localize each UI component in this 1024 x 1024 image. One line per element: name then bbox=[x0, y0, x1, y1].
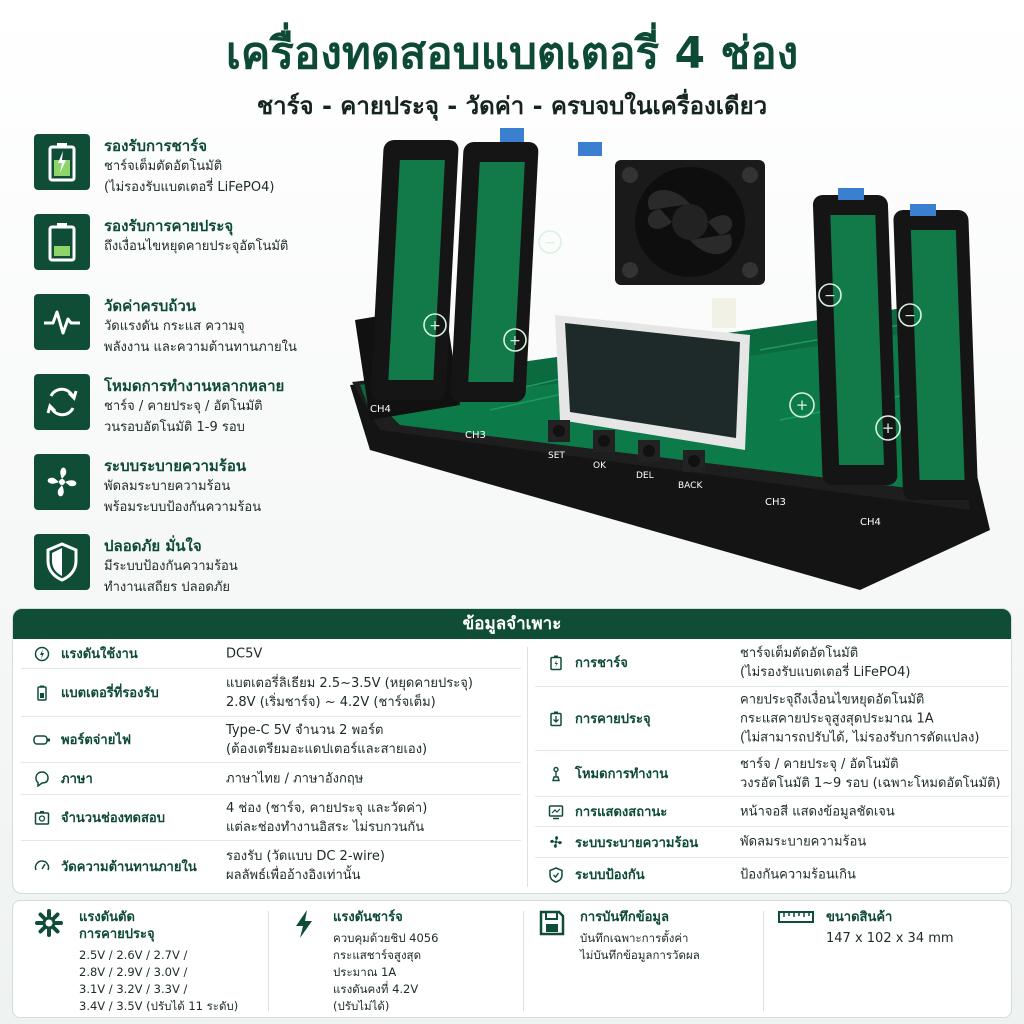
svg-text:+: + bbox=[795, 396, 809, 414]
battery-icon bbox=[31, 682, 53, 704]
shield-icon bbox=[545, 864, 567, 886]
spec-value: หน้าจอสี แสดงข้อมูลชัดเจน bbox=[740, 804, 895, 819]
spec-value: 4 ช่อง (ชาร์จ, คายประจุ และวัดค่า) แต่ละช่องทำงานอิสระ ไม่รบกวนกัน bbox=[226, 800, 428, 835]
bottom-divider bbox=[523, 911, 524, 1011]
feature-desc: ชาร์จเต็มตัดอัตโนมัติ (ไม่รองรับแบตเตอรี่ LiFePO4) bbox=[104, 159, 275, 195]
spec-row bbox=[21, 795, 521, 841]
bottom-text: ควบคุมด้วยชิป 4056 กระแสชาร์จสูงสุด ประมาณ 1A แรงดันคงที่ 4.2V (ปรับไม่ได้) bbox=[333, 931, 439, 1013]
specs-header: ข้อมูลจำเพาะ bbox=[13, 609, 1011, 639]
spec-row bbox=[535, 858, 1009, 891]
feature-cooling bbox=[34, 454, 334, 534]
spec-value: พัดลมระบายความร้อน bbox=[740, 834, 867, 850]
feature-discharge bbox=[34, 214, 334, 294]
spec-row bbox=[535, 687, 1009, 751]
spec-value: Type-C 5V จำนวน 2 พอร์ต (ต้องเตรียมอะแดปเตอร์และสายเอง) bbox=[226, 722, 428, 757]
pulse-icon bbox=[34, 294, 90, 350]
channel-label: CH4 bbox=[370, 404, 391, 415]
battery-tester-device bbox=[340, 120, 1000, 590]
spec-label: พอร์ตจ่ายไฟ bbox=[61, 733, 132, 748]
spec-value: คายประจุถึงเงื่อนไขหยุดอัตโนมัติ กระแสคายประจุสูงสุดประมาณ 1A (ไม่สามารถปรับได้, ไม่รองรับการตัดแปลง) bbox=[740, 692, 980, 745]
feature-title: ปลอดภัย มั่นใจ bbox=[104, 537, 202, 555]
feature-title: รองรับการชาร์จ bbox=[104, 137, 207, 155]
feature-charge bbox=[34, 134, 334, 214]
resistance-icon bbox=[31, 855, 53, 877]
svg-text:−: − bbox=[824, 288, 836, 304]
feature-safety bbox=[34, 534, 334, 614]
spec-label: จำนวนช่องทดสอบ bbox=[61, 811, 165, 826]
shield-icon bbox=[34, 534, 90, 590]
specs-divider bbox=[527, 647, 528, 887]
spec-value: ป้องกันความร้อนเกิน bbox=[740, 867, 856, 882]
spec-label: แรงดันใช้งาน bbox=[61, 647, 138, 662]
ruler-icon bbox=[778, 909, 818, 947]
spec-value: ชาร์จ / คายประจุ / อัตโนมัติ วงรอัตโนมัติ 1~9 รอบ (เฉพาะโหมดอัตโนมัติ) bbox=[740, 756, 1001, 791]
product-size-block bbox=[778, 909, 1003, 947]
specs-left bbox=[21, 639, 521, 891]
bottom-title: ขนาดสินค้า bbox=[826, 910, 893, 925]
page-title: เครื่องทดสอบแบตเตอรี่ 4 ช่อง bbox=[225, 28, 799, 79]
cooling-fan bbox=[615, 160, 765, 328]
charge-icon bbox=[545, 652, 567, 674]
feature-title: วัดค่าครบถ้วน bbox=[104, 297, 196, 315]
bottom-text: 2.5V / 2.6V / 2.7V / 2.8V / 2.9V / 3.0V / 3.1V / 3.2V / 3.3V / 3.4V / 3.5V (ปรับได้ 11 ระดับ) bbox=[79, 948, 239, 1013]
spec-value: ชาร์จเต็มตัดอัตโนมัติ (ไม่รองรับแบตเตอรี่ LiFePO4) bbox=[740, 645, 911, 680]
feature-desc: ชาร์จ / คายประจุ / อัตโนมัติ วนรอบอัตโนมัติ 1-9 รอบ bbox=[104, 399, 263, 435]
spec-value: แบตเตอรี่ลิเธียม 2.5~3.5V (หยุดคายประจุ) 2.8V (เริ่มชาร์จ) ~ 4.2V (ชาร์จเต็ม) bbox=[226, 675, 473, 710]
svg-text:−: − bbox=[904, 308, 916, 324]
spec-row bbox=[21, 669, 521, 717]
battery-discharge-icon bbox=[34, 214, 90, 270]
spec-value: DC5V bbox=[226, 646, 263, 661]
specs-panel bbox=[12, 608, 1012, 894]
spec-row bbox=[21, 841, 521, 891]
feature-list bbox=[34, 134, 334, 614]
spec-label: โหมดการทำงาน bbox=[575, 767, 669, 782]
spec-row bbox=[535, 797, 1009, 827]
specs-right bbox=[535, 639, 1009, 891]
page-subtitle: ชาร์จ - คายประจุ - วัดค่า - ครบจบในเครื่องเดียว bbox=[256, 92, 768, 120]
bottom-text: 147 x 102 x 34 mm bbox=[826, 931, 954, 946]
cycle-icon bbox=[34, 374, 90, 430]
charge-voltage-block bbox=[293, 909, 523, 1015]
svg-text:+: + bbox=[509, 333, 521, 349]
display-icon bbox=[545, 801, 567, 823]
bottom-specs bbox=[12, 900, 1012, 1018]
save-icon bbox=[538, 909, 570, 964]
spec-row bbox=[21, 717, 521, 763]
svg-text:−: − bbox=[544, 235, 556, 251]
feature-desc: วัดแรงดัน กระแส ความจุ พลังงาน และความต้านทานภายใน bbox=[104, 319, 297, 355]
bottom-text: บันทึกเฉพาะการตั้งค่า ไม่บันทึกข้อมูลการวัดผล bbox=[580, 931, 700, 962]
feature-desc: มีระบบป้องกันความร้อน ทำงานเสถียร ปลอดภัย bbox=[104, 559, 238, 595]
spec-label: การชาร์จ bbox=[575, 656, 628, 671]
svg-text:+: + bbox=[429, 318, 441, 334]
slots-icon bbox=[31, 807, 53, 829]
feature-modes bbox=[34, 374, 334, 454]
svg-text:+: + bbox=[881, 419, 895, 437]
feature-desc: ถึงเงื่อนไขหยุดคายประจุอัตโนมัติ bbox=[104, 239, 289, 254]
feature-title: โหมดการทำงานหลากหลาย bbox=[104, 377, 285, 395]
spec-label: ระบบป้องกัน bbox=[575, 868, 645, 883]
spec-label: ระบบระบายความร้อน bbox=[575, 835, 699, 851]
gear-icon bbox=[35, 909, 69, 1015]
spec-label: แบตเตอรี่ที่รองรับ bbox=[61, 686, 159, 701]
port-icon bbox=[31, 729, 53, 751]
spec-row bbox=[535, 827, 1009, 858]
spec-value: ภาษาไทย / ภาษาอังกฤษ bbox=[226, 771, 364, 786]
spec-label: วัดความต้านทานภายใน bbox=[61, 859, 197, 875]
mode-icon bbox=[545, 763, 567, 785]
bottom-title: แรงดันตัด การคายประจุ bbox=[79, 910, 155, 942]
language-icon bbox=[31, 768, 53, 790]
back-label: BACK bbox=[678, 481, 703, 491]
feature-measure bbox=[34, 294, 334, 374]
channel-label: CH4 bbox=[860, 517, 881, 528]
spec-value: รองรับ (วัดแบบ DC 2-wire) ผลลัพธ์เพื่ออ้างอิงเท่านั้น bbox=[226, 849, 385, 883]
bottom-divider bbox=[268, 911, 269, 1011]
spec-row bbox=[535, 751, 1009, 797]
bottom-divider bbox=[763, 911, 764, 1011]
voltage-icon bbox=[31, 643, 53, 665]
channel-label: CH3 bbox=[765, 497, 786, 508]
spec-row bbox=[535, 639, 1009, 687]
spec-row bbox=[21, 763, 521, 795]
spec-label: ภาษา bbox=[61, 772, 93, 787]
bottom-title: แรงดันชาร์จ bbox=[333, 910, 403, 925]
ok-label: OK bbox=[593, 461, 606, 471]
bolt-icon bbox=[293, 909, 323, 1015]
spec-label: การคายประจุ bbox=[575, 712, 651, 727]
channel-label: CH3 bbox=[465, 430, 486, 441]
feature-title: ระบบระบายความร้อน bbox=[104, 457, 247, 475]
feature-desc: พัดลมระบายความร้อน พร้อมระบบป้องกันความร้อน bbox=[104, 479, 262, 515]
fan-icon bbox=[545, 831, 567, 853]
data-storage-block bbox=[538, 909, 768, 964]
battery-charge-icon bbox=[34, 134, 90, 190]
del-label: DEL bbox=[636, 471, 654, 481]
bottom-title: การบันทึกข้อมูล bbox=[580, 910, 669, 925]
discharge-icon bbox=[545, 708, 567, 730]
set-label: SET bbox=[548, 451, 565, 461]
feature-title: รองรับการคายประจุ bbox=[104, 217, 234, 235]
spec-label: การแสดงสถานะ bbox=[575, 805, 668, 820]
fan-icon bbox=[34, 454, 90, 510]
cutoff-voltage-block bbox=[35, 909, 265, 1015]
spec-row bbox=[21, 639, 521, 669]
